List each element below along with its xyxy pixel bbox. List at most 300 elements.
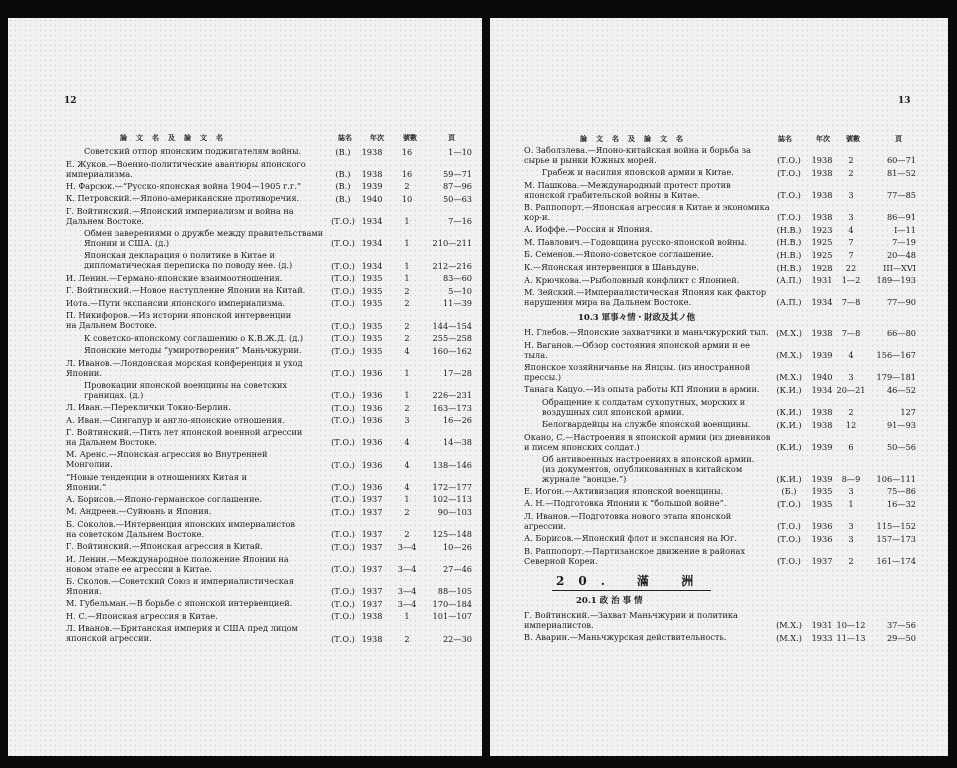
entry-row (490, 432, 948, 454)
entry-title: Б. Семенов.—Японо-советское соглашение. (524, 249, 714, 260)
entry-number: 7 (848, 237, 854, 248)
entry-year: 1937 (361, 507, 383, 517)
entry-source: (М.Х.) (776, 632, 802, 643)
entry-year: 1934 (361, 260, 383, 271)
entry-number: 16 (401, 146, 413, 157)
entry-row (8, 623, 482, 645)
entry-list (490, 145, 948, 645)
entry-pages: 86—91 (886, 212, 916, 223)
entry-source: (Т.О.) (331, 402, 355, 413)
entry-pages: 14—38 (442, 437, 472, 448)
entry-source: (А.П.) (776, 275, 802, 286)
entry-year: 1939 (811, 350, 833, 361)
section-heading (490, 568, 948, 592)
entry-title: Обращение к солдатам сухопутных, морских и воздушных сил японской армии. (542, 396, 746, 417)
entry-year: 1928 (811, 262, 833, 273)
entry-number: 10—12 (836, 619, 866, 630)
entry-year: 1936 (361, 459, 383, 470)
entry-title: Советский отпор японским поджигателям войны. (84, 146, 302, 156)
entry-year: 1937 (361, 494, 383, 505)
entry-pages: 160—162 (432, 345, 472, 356)
entry-number: 1 (404, 390, 410, 401)
entry-title: О. Заболзлева.—Японо-китайская война и борьба за сырье и рынки Южных морей. (524, 145, 752, 165)
entry-title: Провокации японской военщины на советских границах. (д.) (84, 379, 288, 400)
entry-pages: 138—146 (432, 459, 472, 470)
entry-year: 1935 (811, 498, 833, 509)
entry-row (8, 206, 482, 228)
entry-source: (Т.О.) (331, 285, 355, 296)
entry-year: 1937 (361, 586, 383, 597)
header-year: 年次 (370, 133, 384, 142)
entry-year: 1939 (811, 473, 833, 484)
entry-source: (Т.О.) (777, 521, 801, 532)
entry-row (8, 576, 482, 598)
entry-pages: 22—30 (442, 633, 472, 644)
entry-year: 1940 (811, 372, 833, 383)
entry-title: Н. Фарсюк.—“Русско-японская война 1904—1905 г.г.” (66, 180, 302, 191)
entry-title: Об антивоенных настроениях в японской армии. (из документов, опубликованных в китайском журнале “вонцзе.”) (542, 453, 755, 484)
entry-title: Н. С.—Японская агрессия в Китае. (66, 610, 218, 621)
entry-title: Б. Соколов.—Интервенция японских империалистов на советском Дальнем Востоке. (66, 519, 296, 539)
entry-source: (К.И.) (776, 419, 802, 430)
entry-year: 1934 (361, 238, 383, 249)
entry-year: 1938 (361, 168, 383, 179)
entry-row (8, 181, 482, 194)
entry-title: А. Крючкова.—Рыболовный конфликт с Японией. (524, 274, 740, 285)
entry-source: (Т.О.) (331, 320, 355, 331)
entry-title: Н. Глебов.—Японские захватчики и маньчжурский тыл. (524, 327, 769, 338)
entry-pages: 1—10 (448, 146, 472, 157)
entry-pages: 20—48 (886, 249, 916, 260)
entry-source: (К.И.) (776, 384, 802, 395)
entry-row (490, 145, 948, 167)
entry-number: 3—4 (397, 586, 417, 597)
entry-source: (Т.О.) (331, 390, 355, 401)
entry-pages: 172—177 (432, 481, 472, 492)
entry-year: 1935 (361, 285, 383, 296)
entry-pages: 27—46 (442, 563, 472, 574)
entry-pages: 179—181 (876, 372, 916, 383)
entry-title: Грабеж и насилия японской армии в Китае. (542, 167, 734, 178)
entry-row (8, 427, 482, 449)
entry-row (490, 397, 948, 419)
entry-pages: 144—154 (432, 320, 472, 331)
entry-year: 1940 (361, 193, 383, 204)
entry-number: 3 (848, 521, 854, 532)
entry-number: 3 (848, 212, 854, 223)
entry-row (8, 273, 482, 286)
subsection-heading: 20.1 政 治 事 情 (576, 595, 643, 606)
entry-year: 1938 (811, 167, 833, 178)
entry-row (490, 275, 948, 288)
entry-number: 2 (848, 155, 854, 166)
entry-title: Окано, С.—Настроения в японской армии (из дневников и писем японских солдат.) (524, 431, 771, 452)
entry-title: М. Губельман.—В борьбе с японской интервенцией. (66, 598, 293, 609)
entry-year: 1923 (811, 224, 833, 235)
entry-title: М. Зейский.—Империалистическая Япония как фактор нарушения мира на Дальнем Востоке. (524, 287, 767, 308)
entry-pages: 115—152 (876, 521, 916, 532)
entry-title: В. Аварин.—Маньчжурская действительность. (524, 631, 727, 642)
entry-pages: 66—80 (886, 327, 916, 338)
entry-number: 1 (404, 260, 410, 271)
entry-year: 1937 (361, 541, 383, 552)
entry-number: 1 (404, 216, 410, 227)
entry-row (490, 202, 948, 224)
entry-row (490, 498, 948, 511)
entry-number: 4 (404, 481, 410, 492)
header-page: 頁 (448, 133, 455, 142)
entry-row (490, 511, 948, 533)
entry-row (8, 310, 482, 332)
entry-title: Иота.—Пути экспансии японского империализма. (66, 297, 286, 308)
entry-source: (Т.О.) (777, 155, 801, 166)
section-title: 20. 滿 洲 (552, 572, 711, 591)
entry-pages: 189—193 (876, 275, 916, 286)
entry-year: 1931 (811, 619, 833, 630)
page-number: 12 (64, 96, 77, 106)
entry-source: (Т.О.) (331, 586, 355, 597)
entry-number: 4 (404, 437, 410, 448)
entry-year: 1935 (361, 345, 383, 356)
entry-number: 10 (401, 193, 413, 204)
header-volume: 號數 (403, 133, 417, 142)
entry-source: (Т.О.) (777, 212, 801, 223)
entry-row (490, 249, 948, 262)
entry-pages: 161—174 (876, 555, 916, 566)
entry-number: 2 (404, 529, 410, 540)
entry-row (8, 611, 482, 624)
entry-source: (В.) (335, 193, 351, 204)
entry-row (8, 541, 482, 554)
entry-row (8, 228, 482, 250)
entry-year: 1935 (361, 320, 383, 331)
entry-source: (К.И.) (776, 407, 802, 418)
entry-row (8, 380, 482, 402)
entry-number: 3—4 (397, 598, 417, 609)
entry-pages: 77—85 (886, 189, 916, 200)
entry-number: 3 (404, 415, 410, 426)
entry-year: 1931 (811, 275, 833, 286)
entry-number: 3—4 (397, 541, 417, 552)
entry-title: Е. Жуков.—Военно-политические авантюры японского империализма. (66, 158, 306, 179)
entry-number: 4 (848, 224, 854, 235)
entry-number: 1 (404, 494, 410, 505)
entry-source: (Т.О.) (777, 167, 801, 178)
entry-year: 1936 (361, 367, 383, 378)
entry-title: Г. Войтинский.—Японская агрессия в Китай. (66, 541, 263, 552)
entry-title: Японская декларация о политике в Китае и дипломатическая переписка по поводу нее. (д.) (84, 250, 293, 271)
entry-number: 2 (848, 407, 854, 418)
entry-pages: 87—96 (442, 181, 472, 192)
header-year: 年次 (816, 134, 830, 143)
entry-title: Японское хозяйничанье на Янцзы. (из иностранной прессы.) (524, 362, 751, 383)
entry-year: 1936 (361, 437, 383, 448)
entry-title: Г. Войтинский.—Захват Маньчжурии и политика империалистов. (524, 609, 738, 630)
entry-row (8, 250, 482, 272)
entry-source: (Т.О.) (777, 498, 801, 509)
entry-year: 1934 (361, 216, 383, 227)
entry-number: 2 (404, 298, 410, 309)
entry-source: (Т.О.) (331, 611, 355, 622)
entry-number: 8—9 (841, 473, 861, 484)
entry-pages: 212—216 (432, 260, 472, 271)
entry-row (8, 415, 482, 428)
page-number: 13 (898, 96, 911, 106)
entry-row (8, 472, 482, 494)
entry-title: К. Петровский.—Японо-американские противоречия. (66, 193, 300, 204)
entry-row (490, 262, 948, 275)
entry-title: И. Ленин.—Международное положение Японии на новом этапе ее агрессии в Китае. (66, 553, 289, 574)
entry-title: Н. Ваганов.—Обзор состояния японской армии и ее тыла. (524, 339, 750, 360)
entry-pages: 102—113 (432, 494, 472, 505)
entry-source: (Т.О.) (331, 298, 355, 309)
entry-number: 4 (848, 350, 854, 361)
entry-title: М. Аренс.—Японская агрессия во Внутренней Монголии. (66, 449, 268, 470)
entry-year: 1937 (361, 598, 383, 609)
entry-source: (Т.О.) (331, 633, 355, 644)
entry-number: 4 (404, 345, 410, 356)
entry-source: (Т.О.) (777, 189, 801, 200)
entry-pages: 101—107 (432, 611, 472, 622)
entry-row (8, 494, 482, 507)
entry-source: (М.Х.) (776, 372, 802, 383)
entry-number: 20—21 (836, 384, 866, 395)
entry-row (490, 546, 948, 568)
entry-title: Белогвардейцы на службе японской военщины. (542, 419, 751, 430)
entry-pages: 125—148 (432, 529, 472, 540)
book-gutter (482, 18, 490, 756)
entry-year: 1936 (811, 521, 833, 532)
header-title: 論文名及論文名 (580, 134, 692, 143)
entry-title: К советско-японскому соглашению о К.В.Ж.Д. (д.) (84, 332, 304, 343)
entry-year: 1937 (811, 555, 833, 566)
entry-number: 2 (404, 320, 410, 331)
entry-number: 2 (404, 507, 410, 517)
entry-number: 2 (404, 181, 410, 192)
left-page (8, 18, 482, 756)
entry-year: 1935 (811, 486, 833, 497)
entry-row (8, 358, 482, 380)
entry-pages: 157—173 (876, 533, 916, 544)
entry-row (8, 598, 482, 611)
entry-title: М. Пашкова.—Международный протест против японской грабительской войны в Китае. (524, 179, 731, 200)
entry-source: (Т.О.) (777, 555, 801, 566)
entry-row (490, 180, 948, 202)
entry-number: 1—2 (841, 275, 861, 286)
entry-source: (К.И.) (776, 441, 802, 452)
entry-pages: 226—231 (432, 390, 472, 401)
entry-year: 1925 (811, 249, 833, 260)
column-header (8, 133, 482, 143)
entry-number: 2 (848, 167, 854, 178)
entry-number: 3 (848, 189, 854, 200)
entry-source: (В.) (335, 168, 351, 179)
entry-number: 2 (404, 333, 410, 344)
entry-pages: 59—71 (442, 168, 472, 179)
header-source: 誌名 (778, 134, 792, 143)
entry-title: А. Иоффе.—Россия и Япония. (524, 224, 653, 235)
entry-year: 1938 (361, 633, 383, 644)
entry-title: Японские методы “умиротворения” Маньчжурии. (84, 345, 302, 356)
entry-title: А. Борисов.—Японский флот и экспансия на Юг. (524, 533, 737, 544)
entry-row (8, 506, 482, 519)
entry-pages: 106—111 (876, 473, 916, 484)
entry-year: 1937 (361, 529, 383, 540)
entry-source: (М.Х.) (776, 327, 802, 338)
entry-pages: 170—184 (432, 598, 472, 609)
entry-row (490, 632, 948, 645)
entry-source: (Т.О.) (331, 437, 355, 448)
right-page (490, 18, 948, 756)
entry-pages: 255—258 (432, 333, 472, 344)
entry-number: 6 (848, 441, 854, 452)
entry-number: 12 (845, 419, 857, 430)
entry-title: Л. Иванов.—Британская империя и США пред лицом японской агрессии. (66, 623, 298, 644)
entry-row (490, 167, 948, 180)
entry-title: Л. Иванов.—Подготовка нового этапа японской агрессии. (524, 510, 732, 531)
entry-number: 3 (848, 486, 854, 497)
entry-row (490, 340, 948, 362)
entry-row (8, 554, 482, 576)
entry-year: 1938 (811, 419, 833, 430)
entry-row (490, 237, 948, 250)
entry-pages: 46—52 (886, 384, 916, 395)
entry-number: 1 (404, 611, 410, 622)
entry-source: (Т.О.) (331, 459, 355, 470)
entry-row (8, 519, 482, 541)
entry-source: (Т.О.) (331, 529, 355, 540)
entry-row (8, 333, 482, 346)
entry-year: 1937 (361, 563, 383, 574)
entry-source: (М.Х.) (776, 619, 802, 630)
entry-title: М. Павлович.—Годовщина русско-японской войны. (524, 236, 747, 247)
entry-source: (М.Х.) (776, 350, 802, 361)
entry-pages: 91—93 (886, 419, 916, 430)
entry-number: 7—8 (841, 327, 861, 338)
entry-title: А. Борисов.—Японо-германское соглашение. (66, 493, 262, 504)
subsection-heading: 10.3 軍事々情・財政及其ノ他 (578, 313, 696, 324)
entry-pages: 16—32 (886, 498, 916, 509)
entry-year: 1938 (361, 146, 383, 157)
entry-source: (Т.О.) (331, 541, 355, 552)
entry-pages: 11—39 (442, 298, 472, 309)
entry-title: Б. Сколов.—Советский Союз и империалистическая Япония. (66, 575, 294, 596)
entry-title: А. Н.—Подготовка Японии к “большой войне”. (524, 498, 727, 509)
entry-title: М. Андреев.—Суйюань и Япония. (66, 506, 212, 517)
entry-source: (В.) (335, 181, 351, 192)
entry-pages: 83—60 (442, 273, 472, 284)
entry-pages: III—XVI (883, 262, 916, 273)
entry-number: 22 (845, 262, 857, 273)
entry-number: 3—4 (397, 563, 417, 574)
entry-row (490, 533, 948, 546)
entry-source: (А.П.) (776, 297, 802, 308)
entry-pages: 50—56 (886, 441, 916, 452)
entry-number: 1 (848, 498, 854, 509)
entry-number: 1 (404, 273, 410, 284)
entry-pages: 210—211 (432, 238, 472, 249)
entry-row (490, 287, 948, 309)
entry-source: (Т.О.) (331, 367, 355, 378)
entry-year: 1935 (361, 333, 383, 344)
entry-number: 2 (404, 285, 410, 296)
entry-year: 1934 (811, 384, 833, 395)
entry-title: И. Ленин.—Германо-японские взаимоотношения. (66, 272, 283, 283)
entry-title: Л. Иван.—Переклички Токио-Берлин. (66, 402, 231, 413)
entry-pages: 163—173 (432, 402, 472, 413)
entry-pages: I—11 (894, 224, 916, 235)
entry-year: 1935 (361, 298, 383, 309)
entry-year: 1936 (361, 481, 383, 492)
entry-pages: 7—16 (448, 216, 472, 227)
entry-row (490, 454, 948, 486)
entry-pages: 81—52 (886, 167, 916, 178)
entry-source: (К.И.) (776, 473, 802, 484)
entry-pages: 90—103 (437, 507, 472, 517)
entry-source: (Т.О.) (331, 238, 355, 249)
entry-source: (Н.В.) (776, 224, 802, 235)
entry-pages: 88—105 (437, 586, 472, 597)
entry-year: 1936 (361, 415, 383, 426)
entry-title: Танага Кацуо.—Из опыта работы КП Японии в армии. (524, 384, 760, 395)
entry-title: А. Иван.—Сингапур и англо-японские отношения. (66, 414, 285, 425)
entry-source: (Н.В.) (776, 262, 802, 273)
entry-number: 2 (404, 633, 410, 644)
entry-source: (Т.О.) (331, 598, 355, 609)
entry-year: 1938 (811, 212, 833, 223)
entry-row (490, 362, 948, 384)
entry-row (8, 285, 482, 298)
column-header (490, 134, 948, 144)
entry-pages: 7—19 (892, 237, 916, 248)
entry-source: (Т.О.) (777, 533, 801, 544)
entry-row (490, 486, 948, 499)
entry-source: (Т.О.) (331, 481, 355, 492)
entry-title: Г. Войтинский.—Пять лет японской военной агрессии на Дальнем Востоке. (66, 427, 303, 448)
entry-year: 1935 (361, 273, 383, 284)
entry-number: 4 (404, 459, 410, 470)
entry-source: (Т.О.) (331, 563, 355, 574)
entry-row (490, 610, 948, 632)
entry-number: 3 (848, 372, 854, 383)
entry-source: (В.) (335, 146, 351, 157)
entry-pages: 29—50 (886, 632, 916, 643)
entry-number: 16 (401, 168, 413, 179)
entry-title: Г. Войтинский.—Японский империализм и война на Дальнем Востоке. (66, 205, 294, 226)
entry-list (8, 146, 482, 646)
entry-number: 1 (404, 238, 410, 249)
entry-source: (Б.) (781, 486, 797, 497)
entry-row (8, 345, 482, 358)
entry-pages: 5—10 (448, 285, 472, 296)
entry-year: 1938 (811, 155, 833, 166)
entry-row (8, 449, 482, 471)
entry-title: Обмен заверениями о дружбе между правительствами Японии и США. (д.) (84, 228, 324, 249)
entry-number: 2 (848, 555, 854, 566)
entry-row (490, 327, 948, 340)
entry-title: В. Раппопорт.—Партизанское движение в районах Северной Кореи. (524, 545, 746, 566)
entry-source: (Т.О.) (331, 415, 355, 426)
entry-pages: 60—71 (886, 155, 916, 166)
entry-title: Е. Иогон.—Активизация японской военщины. (524, 485, 724, 496)
entry-row (8, 402, 482, 415)
entry-row (8, 159, 482, 181)
entry-number: 11—13 (836, 632, 866, 643)
entry-year: 1934 (811, 297, 833, 308)
entry-number: 3 (848, 533, 854, 544)
entry-number: 7—8 (841, 297, 861, 308)
entry-source: (Т.О.) (331, 507, 355, 517)
